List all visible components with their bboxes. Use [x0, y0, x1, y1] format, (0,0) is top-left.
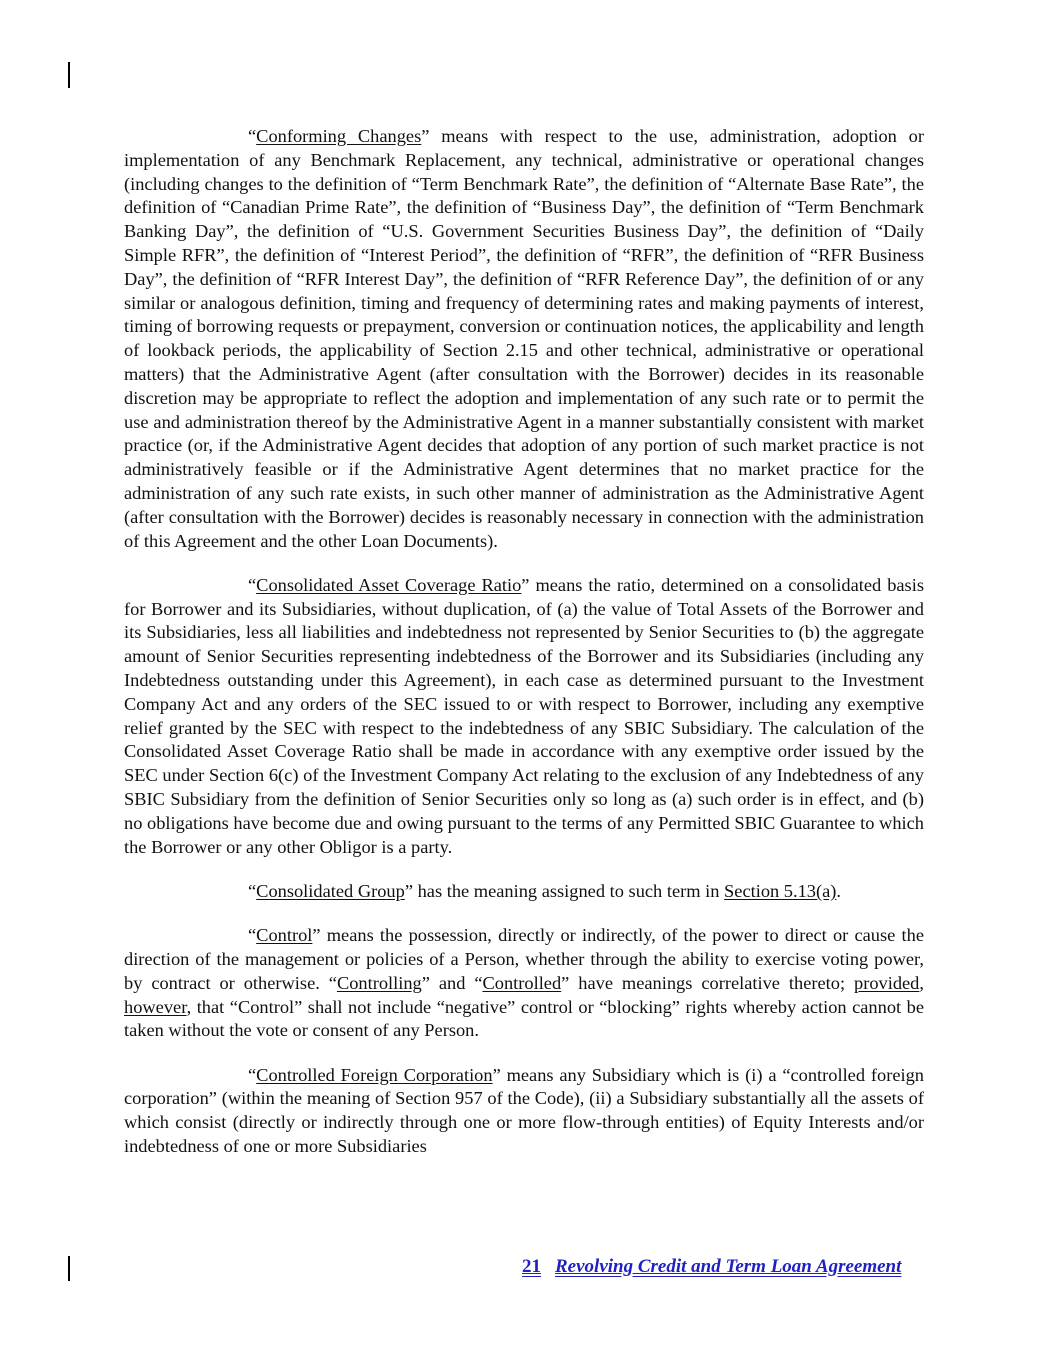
close-quote: ” [312, 925, 321, 946]
open-quote: “ [248, 880, 257, 901]
proviso-however: however [124, 996, 187, 1017]
open-quote: “ [248, 925, 257, 946]
defined-term: Consolidated Group [256, 880, 405, 901]
document-body [124, 125, 924, 1159]
defined-term: Consolidated Asset Coverage Ratio [256, 574, 522, 595]
definition-text: means with respect to the use, administration, adoption or implementation of any Benchmark Replacement, any technical, administrative or operational changes (including changes to the definition of “Term Benchmark Rate”, the definition of “Alternate Base Rate”, the definition of “Canadian Prime Rate”, the definition of “Business Day”, the definition of “Term Benchmark Banking Day”, the definition of “U.S. Government Securities Business Day”, the definition of “Daily Simple RFR”, the definition of “Interest Period”, the definition of “RFR”, the definition of “RFR Business Day”, the definition of “RFR Interest Day”, the definition of “RFR Reference Day”, the definition of or any similar or analogous definition, timing and frequency of determining rates and making payments of interest, timing of borrowing requests or prepayment, conversion or continuation notices, the applicability and length of lookback periods, the applicability of Section 2.15 and other technical, administrative or operational matters) that the Administrative Agent (after consultation with the Borrower) decides in its reasonable discretion may be appropriate to reflect the adoption and implementation of any such rate or to permit the use and administration thereof by the Administrative Agent in a manner substantially consistent with market practice (or, if the Administrative Agent decides that adoption of any portion of such market practice is not administratively feasible or if the Administrative Agent determines that no market practice for the administration of any such rate exists, in such other manner of administration as the Administrative Agent (after consultation with the Borrower) decides is reasonably necessary in connection with the administration of this Agreement and the other Loan Documents). [124, 126, 925, 551]
change-bar-bottom [68, 1256, 70, 1281]
defined-term: Conforming Changes [256, 126, 422, 146]
definition-text: means the possession, directly or indirectly, of the power to direct or cause the direction of the management or policies of a Person, whether through the ability to exercise voting power, by contract or otherwise. “ [124, 925, 924, 993]
definition-text: has the meaning assigned to such term in [413, 880, 725, 901]
defined-term: Controlled Foreign Corporation [256, 1064, 493, 1085]
definition-text: means the ratio, determined on a consolidated basis for Borrower and its Subsidiaries, without duplication, of (a) the value of Total Assets of the Borrower and its Subsidiaries, less all liabilities and indebtedness not represented by Senior Securities to (b) the aggregate amount of Senior Securities representing indebtedness of the Borrower and its Subsidiaries (including any Indebtedness outstanding under this Agreement), in each case as determined pursuant to the Investment Company Act and any orders of the SEC issued to or with respect to Borrower, including any exemptive relief granted by the SEC with respect to the indebtedness of any SBIC Subsidiary. The calculation of the Consolidated Asset Coverage Ratio shall be made in accordance with any exemptive order issued by the SEC under Section 6(c) of the Investment Company Act relating to the exclusion of any Indebtedness of any SBIC Subsidiary from the definition of Senior Securities only so long as (a) such order is in effect, and (b) no obligations have become due and owing pursuant to the terms of any Permitted SBIC Guarantee to which the Borrower or any other Obligor is a party. [124, 574, 924, 857]
close-quote: ” [521, 574, 530, 595]
close-quote: ” [404, 880, 413, 901]
close-quote: ” [492, 1064, 501, 1085]
defined-term-controlled: Controlled [482, 972, 562, 993]
defined-term: Control [256, 925, 313, 946]
page-footer [522, 1256, 901, 1278]
open-quote: “ [248, 126, 257, 146]
proviso-provided: provided [854, 972, 920, 993]
open-quote: “ [248, 1064, 257, 1085]
definition-text: means any Subsidiary which is (i) a “controlled foreign corporation” (within the meaning of Section 957 of the Code), (ii) a Subsidiary substantially all the assets of which consist (directly or indirectly through one or more flow-through entities) of Equity Interests and/or indebtedness of one or more Subsidiaries [124, 1064, 924, 1157]
definition-consolidated-group [124, 880, 924, 904]
close-quote: ” [421, 126, 430, 146]
definition-control [124, 924, 924, 1043]
definition-controlled-foreign-corporation [124, 1064, 924, 1159]
definition-text: , [919, 972, 924, 993]
change-bar-top [68, 62, 70, 88]
definition-text: , that “Control” shall not include “negative” control or “blocking” rights whereby action cannot be taken without the vote or consent of any Person. [124, 996, 924, 1041]
page-number: 21 [522, 1256, 541, 1277]
definition-conforming-changes [124, 125, 924, 553]
defined-term-controlling: Controlling [336, 972, 422, 993]
open-quote: “ [248, 574, 257, 595]
document-title: Revolving Credit and Term Loan Agreement [555, 1256, 902, 1277]
definition-text: ” and “ [421, 972, 483, 993]
definition-consolidated-asset-coverage-ratio [124, 574, 924, 860]
section-reference: Section 5.13(a) [724, 880, 837, 901]
definition-text: ” have meanings correlative thereto; [561, 972, 854, 993]
definition-tail: . [836, 880, 842, 901]
